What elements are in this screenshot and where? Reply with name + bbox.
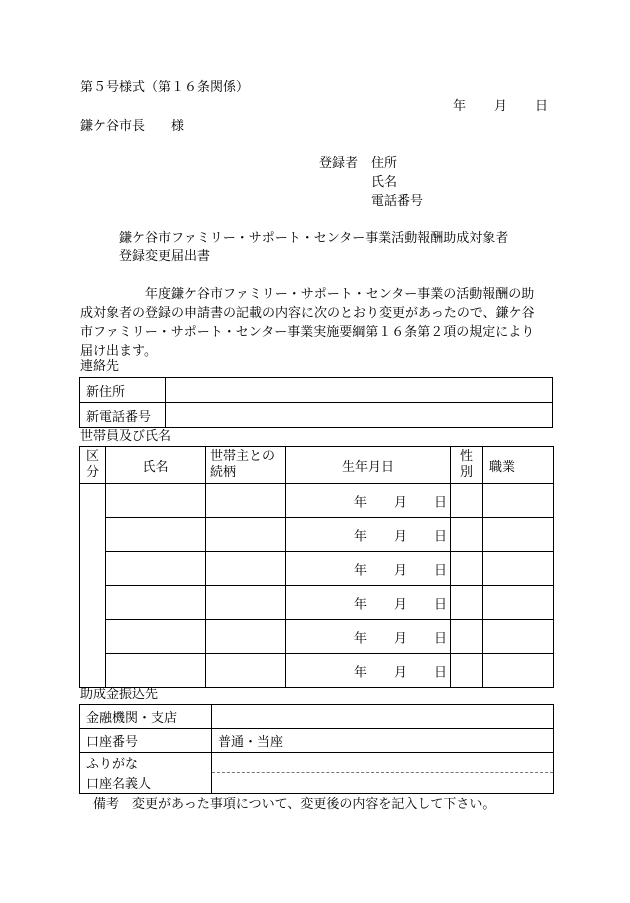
contact-heading: 連絡先: [80, 359, 120, 374]
birthdate-cell[interactable]: [286, 654, 451, 688]
day-label: 日: [434, 529, 448, 544]
month-label: 月: [394, 495, 408, 510]
institution-field[interactable]: [212, 705, 554, 729]
header-relation-1: 世帯主との: [210, 449, 276, 464]
table-row: [80, 484, 554, 518]
header-sex-1: 性: [459, 449, 473, 464]
header-name: 氏名: [106, 447, 206, 484]
body-paragraph: [80, 285, 552, 361]
sex-cell[interactable]: [451, 620, 483, 654]
header-occupation: 職業: [483, 447, 554, 484]
month-label: 月: [394, 665, 408, 680]
kubun-cell[interactable]: [80, 484, 106, 688]
title-line-2: 登録変更届出書: [119, 249, 211, 264]
occupation-cell[interactable]: [483, 484, 554, 518]
contact-table: [79, 377, 553, 428]
table-row: [80, 552, 554, 586]
occupation-cell[interactable]: [483, 586, 554, 620]
year-label: 年: [354, 665, 368, 680]
year-label: 年: [354, 563, 368, 578]
occupation-cell[interactable]: [483, 654, 554, 688]
relation-cell[interactable]: [206, 552, 286, 586]
birthdate-cell[interactable]: [286, 518, 451, 552]
table-row: [80, 654, 554, 688]
name-cell[interactable]: [106, 586, 206, 620]
kana-label: ふりがな: [80, 753, 212, 773]
birthdate-cell[interactable]: [286, 484, 451, 518]
day-label: 日: [434, 563, 448, 578]
header-kubun-2: 分: [85, 465, 99, 480]
registrant-address-label: 住所: [371, 156, 398, 171]
occupation-cell[interactable]: [483, 552, 554, 586]
table-row: [80, 586, 554, 620]
month-label: 月: [394, 631, 408, 646]
relation-cell[interactable]: [206, 620, 286, 654]
name-cell[interactable]: [106, 620, 206, 654]
household-heading: 世帯員及び氏名: [80, 429, 172, 444]
account-type-field[interactable]: 普通・当座: [212, 729, 554, 753]
sex-cell[interactable]: [451, 654, 483, 688]
kana-field[interactable]: [212, 753, 554, 773]
body-line: 届け出ます。: [80, 344, 157, 359]
day-label: 日: [434, 631, 448, 646]
holder-label: 口座名義人: [80, 772, 212, 793]
relation-cell[interactable]: [206, 654, 286, 688]
date-day-label: 日: [535, 99, 549, 114]
relation-cell[interactable]: [206, 586, 286, 620]
year-label: 年: [354, 597, 368, 612]
registrant-name-label: 氏名: [371, 175, 398, 190]
day-label: 日: [434, 665, 448, 680]
bank-heading: 助成金振込先: [80, 687, 159, 702]
header-sex-2: 別: [459, 465, 473, 480]
new-address-label: 新住所: [80, 378, 166, 403]
sex-cell[interactable]: [451, 518, 483, 552]
addressee: 鎌ケ谷市長 様: [80, 119, 185, 134]
header-sex: [451, 447, 483, 484]
remarks-note: 備考 変更があった事項について、変更後の内容を記入して下さい。: [93, 797, 496, 812]
birthdate-cell[interactable]: [286, 620, 451, 654]
household-table: [79, 446, 554, 688]
sex-cell[interactable]: [451, 552, 483, 586]
relation-cell[interactable]: [206, 518, 286, 552]
name-cell[interactable]: [106, 484, 206, 518]
bank-table: [79, 704, 554, 794]
registrant-label: 登録者: [319, 156, 359, 171]
month-label: 月: [394, 563, 408, 578]
occupation-cell[interactable]: [483, 518, 554, 552]
month-label: 月: [394, 529, 408, 544]
account-number-label: 口座番号: [80, 729, 212, 753]
body-line: 年度鎌ケ谷市ファミリー・サポート・センター事業の活動報酬の助: [145, 287, 535, 302]
header-relation: [206, 447, 286, 484]
date-year-label: 年: [453, 99, 467, 114]
year-label: 年: [354, 495, 368, 510]
table-row: [80, 518, 554, 552]
sex-cell[interactable]: [451, 484, 483, 518]
day-label: 日: [434, 597, 448, 612]
day-label: 日: [434, 495, 448, 510]
year-label: 年: [354, 631, 368, 646]
header-birthdate: 生年月日: [286, 447, 451, 484]
header-kubun-1: 区: [85, 449, 99, 464]
sex-cell[interactable]: [451, 586, 483, 620]
body-line: 市ファミリー・サポート・センター事業実施要綱第１６条第２項の規定により: [80, 325, 535, 340]
name-cell[interactable]: [106, 552, 206, 586]
header-relation-2: 続柄: [210, 465, 237, 480]
name-cell[interactable]: [106, 518, 206, 552]
new-address-field[interactable]: [166, 378, 553, 403]
date-month-label: 月: [494, 99, 508, 114]
registrant-phone-label: 電話番号: [371, 194, 424, 209]
relation-cell[interactable]: [206, 484, 286, 518]
holder-field[interactable]: [212, 772, 554, 793]
occupation-cell[interactable]: [483, 620, 554, 654]
title-line-1: 鎌ケ谷市ファミリー・サポート・センター事業活動報酬助成対象者: [119, 231, 509, 246]
birthdate-cell[interactable]: [286, 586, 451, 620]
header-kubun: [80, 447, 106, 484]
name-cell[interactable]: [106, 654, 206, 688]
form-number: 第５号様式（第１６条関係）: [80, 80, 250, 95]
month-label: 月: [394, 597, 408, 612]
table-row: [80, 620, 554, 654]
new-phone-label: 新電話番号: [80, 403, 166, 428]
institution-label: 金融機関・支店: [80, 705, 212, 729]
new-phone-field[interactable]: [166, 403, 553, 428]
birthdate-cell[interactable]: [286, 552, 451, 586]
year-label: 年: [354, 529, 368, 544]
body-line: 成対象者の登録の申請書の記載の内容に次のとおり変更があったので、鎌ケ谷: [80, 306, 535, 321]
